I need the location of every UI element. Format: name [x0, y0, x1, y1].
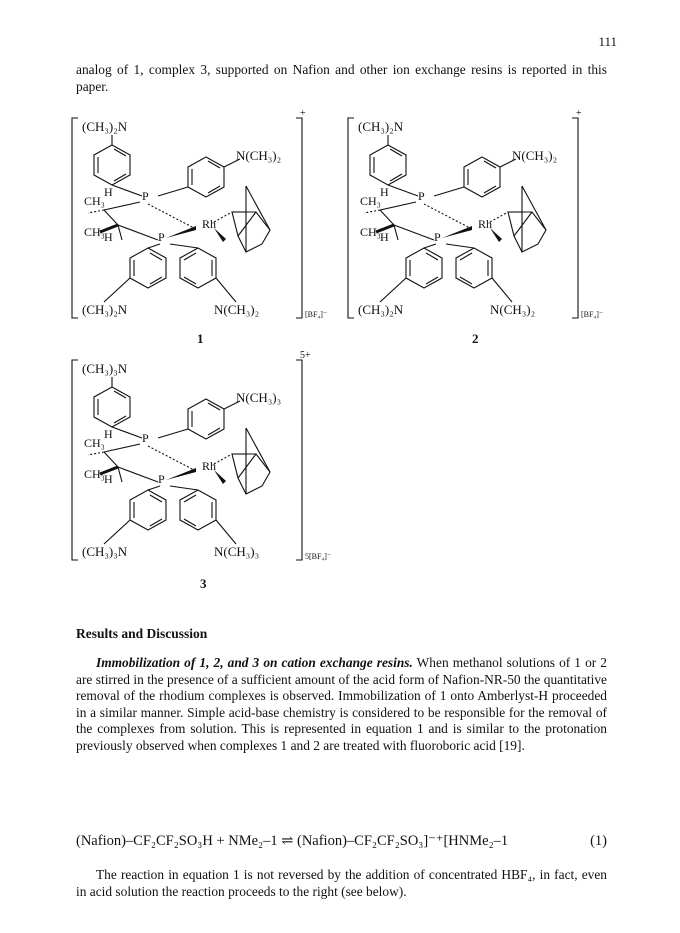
svg-text:CH₃: CH₃ — [84, 194, 105, 208]
svg-text:[BF₄]⁻: [BF₄]⁻ — [305, 310, 328, 319]
svg-text:CH₃: CH₃ — [84, 225, 105, 239]
svg-text:P: P — [158, 230, 165, 244]
svg-text:[BF₄]⁻: [BF₄]⁻ — [581, 310, 604, 319]
svg-text:N(CH₃)₂: N(CH₃)₂ — [490, 302, 536, 317]
svg-text:P: P — [142, 431, 149, 445]
svg-text:N(CH₃)₂: N(CH₃)₂ — [214, 302, 260, 317]
paragraph-runin-heading: Immobilization of 1, 2, and 3 on cation exchange resins. — [96, 655, 413, 670]
intro-paragraph: analog of 1, complex 3, supported on Nafion and other ion exchange resins is reported in this paper. — [76, 62, 607, 94]
svg-text:P: P — [434, 230, 441, 244]
svg-text:H: H — [380, 185, 389, 199]
page-number: 111 — [598, 34, 617, 49]
svg-text:H: H — [380, 230, 389, 244]
svg-text:(CH₃)₃N: (CH₃)₃N — [82, 544, 128, 559]
svg-text:N(CH₃)₃: N(CH₃)₃ — [236, 390, 282, 405]
svg-text:Rh: Rh — [202, 217, 217, 231]
paragraph-body: When methanol solutions of 1 or 2 are stirred in the presence of a sufficient amount of the acid form of Nafion-NR-50 the quantitative removal of the rhodium complexes is observed. Immobilization of 1 onto Amberlyst-H proceeded in a similar manner. Simple acid-base chemistry is considered to be responsible for the removal of the complexes from solution. This is represented in equation 1 and is similar to the protonation previously observed when complexes 1 and 2 are treated with fluoroboric acid [19]. — [76, 655, 608, 753]
svg-text:Rh: Rh — [202, 459, 217, 473]
svg-text:Rh: Rh — [478, 217, 493, 231]
structure-2-label: 2 — [472, 331, 479, 346]
svg-text:(CH₃)₂N: (CH₃)₂N — [358, 302, 404, 317]
svg-text:+: + — [300, 108, 306, 119]
structure-3 — [72, 350, 331, 561]
structure-1 — [72, 108, 327, 319]
svg-text:(CH₃)₂N: (CH₃)₂N — [358, 119, 404, 134]
svg-text:CH₃: CH₃ — [84, 436, 105, 450]
svg-text:CH₃: CH₃ — [360, 194, 381, 208]
svg-text:CH₃: CH₃ — [84, 467, 105, 481]
section-heading: Results and Discussion — [76, 626, 208, 641]
structure-2 — [348, 108, 603, 319]
svg-text:P: P — [158, 472, 165, 486]
svg-text:(CH₃)₂N: (CH₃)₂N — [82, 302, 128, 317]
paragraph-reaction: The reaction in equation 1 is not reversed by the addition of concentrated HBF₄, in fact, even in acid solution the reaction proceeds to the right (see below). — [76, 867, 607, 899]
svg-text:N(CH₃)₂: N(CH₃)₂ — [512, 148, 558, 163]
equation-1 — [76, 833, 607, 850]
svg-text:5+: 5+ — [300, 350, 311, 361]
structure-3-label: 3 — [200, 576, 207, 591]
equation-number: (1) — [590, 833, 607, 849]
svg-text:H: H — [104, 185, 113, 199]
paragraph-immobilization — [76, 655, 607, 755]
svg-text:P: P — [418, 189, 425, 203]
equation-text: (Nafion)–CF₂CF₂SO₃H + NMe₂–1 ⇌ (Nafion)–CF₂CF₂SO₃]⁻⁺[HNMe₂–1 — [76, 833, 509, 849]
svg-text:(CH₃)₃N: (CH₃)₃N — [82, 361, 128, 376]
svg-text:H: H — [104, 230, 113, 244]
svg-text:H: H — [104, 472, 113, 486]
svg-text:N(CH₃)₂: N(CH₃)₂ — [236, 148, 282, 163]
svg-text:5[BF₄]⁻: 5[BF₄]⁻ — [305, 552, 332, 561]
svg-text:(CH₃)₂N: (CH₃)₂N — [82, 119, 128, 134]
svg-text:CH₃: CH₃ — [360, 225, 381, 239]
svg-text:N(CH₃)₃: N(CH₃)₃ — [214, 544, 260, 559]
svg-text:P: P — [142, 189, 149, 203]
svg-text:H: H — [104, 427, 113, 441]
structure-1-label: 1 — [197, 331, 204, 346]
svg-text:+: + — [576, 108, 582, 119]
